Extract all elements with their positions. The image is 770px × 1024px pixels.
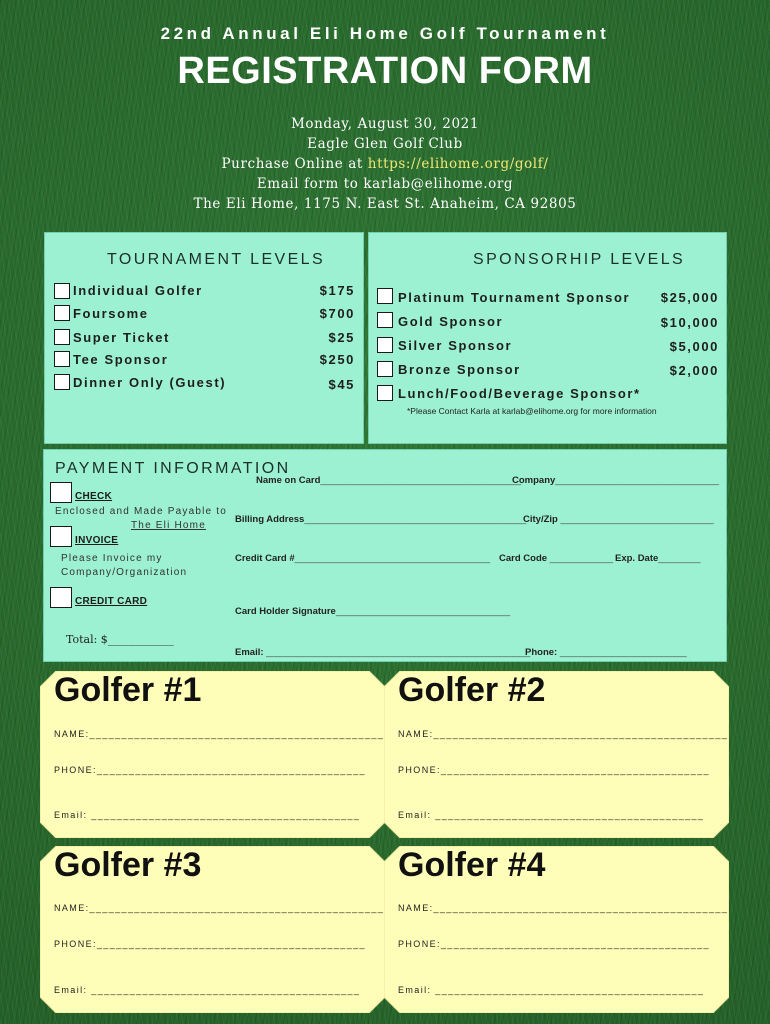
tournament-item-label: Foursome xyxy=(73,306,149,321)
tournament-item-price: $250 xyxy=(319,352,355,367)
city-zip-field[interactable]: City/Zip _____________________________ xyxy=(523,514,714,525)
sponsorship-item-price: $5,000 xyxy=(669,339,719,354)
payment-information-panel xyxy=(43,449,727,662)
credit-card-checkbox[interactable] xyxy=(50,587,72,608)
golfer-phone-field[interactable]: PHONE:__________________________________________ xyxy=(54,765,366,775)
golfer-name-field[interactable]: NAME:______________________________________________ xyxy=(54,729,385,739)
sponsorship-item-price: $2,000 xyxy=(669,363,719,378)
golfer-name-label: NAME: xyxy=(54,903,90,913)
golfer-title: Golfer #1 xyxy=(54,671,202,709)
tournament-item-price: $700 xyxy=(319,306,355,321)
tournament-levels-heading: TOURNAMENT LEVELS xyxy=(107,251,326,268)
invoice-description-2: Company/Organization xyxy=(61,567,188,578)
event-subtitle: 22nd Annual Eli Home Golf Tournament xyxy=(160,24,610,43)
email-line: Email form to karlab@elihome.org xyxy=(256,176,514,192)
credit-card-number-label: Credit Card # xyxy=(235,553,295,564)
golfer-name-field[interactable]: NAME:______________________________________________ xyxy=(54,903,385,913)
event-date: Monday, August 30, 2021 xyxy=(290,116,480,132)
credit-card-number-field[interactable]: Credit Card #_____________________________________ xyxy=(235,553,491,564)
company-field[interactable]: Company_______________________________ xyxy=(512,475,720,486)
golfer-email-field[interactable]: Email: __________________________________________ xyxy=(398,810,705,820)
sponsorship-item-label: Silver Sponsor xyxy=(398,338,513,353)
tournament-item-price: $45 xyxy=(328,377,355,392)
sponsorship-item-label: Lunch/Food/Beverage Sponsor* xyxy=(398,386,641,401)
tournament-levels-panel xyxy=(44,232,364,444)
address-line: The Eli Home, 1175 N. East St. Anaheim, CA 92805 xyxy=(193,196,577,212)
super-ticket-checkbox[interactable] xyxy=(54,329,70,345)
sponsorship-levels-heading: SPONSORHIP LEVELS xyxy=(473,251,686,268)
name-on-card-label: Name on Card xyxy=(256,475,321,486)
golfer-card-1 xyxy=(40,671,385,838)
tournament-item-label: Dinner Only (Guest) xyxy=(73,375,227,390)
golfer-phone-label: PHONE: xyxy=(54,939,97,949)
check-payee: The Eli Home xyxy=(131,520,206,531)
golfer-name-label: NAME: xyxy=(54,729,90,739)
golfer-name-label: NAME: xyxy=(398,729,434,739)
golfer-email-field[interactable]: Email: __________________________________________ xyxy=(54,810,361,820)
sponsorship-levels-panel xyxy=(368,232,727,444)
purchase-link[interactable]: https://elihome.org/golf/ xyxy=(367,156,549,172)
email-field[interactable]: Email: __________________________________________________ xyxy=(235,647,531,658)
golfer-name-field[interactable]: NAME:______________________________________________ xyxy=(398,903,729,913)
gold-sponsor-checkbox[interactable] xyxy=(377,312,393,328)
signature-label: Card Holder Signature xyxy=(235,606,336,617)
sponsorship-item-price: $10,000 xyxy=(660,315,719,330)
exp-date-field[interactable]: Exp. Date________ xyxy=(615,553,701,564)
sponsorship-item-label: Bronze Sponsor xyxy=(398,362,521,377)
tournament-item-price: $25 xyxy=(328,330,355,345)
check-checkbox[interactable] xyxy=(50,482,72,503)
city-zip-label: City/Zip xyxy=(523,514,558,525)
tournament-item-label: Super Ticket xyxy=(73,330,170,345)
name-on-card-field[interactable]: Name on Card______________________________________ xyxy=(256,475,522,486)
golfer-phone-field[interactable]: PHONE:__________________________________________ xyxy=(398,939,710,949)
sponsorship-item-label: Platinum Tournament Sponsor xyxy=(398,290,631,305)
invoice-description-1: Please Invoice my xyxy=(61,553,163,564)
golfer-title: Golfer #4 xyxy=(398,846,546,884)
billing-address-label: Billing Address xyxy=(235,514,305,525)
foursome-checkbox[interactable] xyxy=(54,305,70,321)
invoice-label: INVOICE xyxy=(75,535,119,546)
golfer-title: Golfer #3 xyxy=(54,846,202,884)
golfer-phone-label: PHONE: xyxy=(398,939,441,949)
check-description: Enclosed and Made Payable to xyxy=(55,506,228,517)
tournament-item-label: Tee Sponsor xyxy=(73,352,169,367)
silver-sponsor-checkbox[interactable] xyxy=(377,337,393,353)
platinum-sponsor-checkbox[interactable] xyxy=(377,288,393,304)
golfer-title: Golfer #2 xyxy=(398,671,546,709)
sponsorship-item-label: Gold Sponsor xyxy=(398,314,504,329)
event-venue: Eagle Glen Golf Club xyxy=(307,136,463,152)
golfer-phone-field[interactable]: PHONE:__________________________________________ xyxy=(398,765,710,775)
individual-golfer-checkbox[interactable] xyxy=(54,283,70,299)
purchase-line xyxy=(0,156,770,172)
golfer-card-3 xyxy=(40,846,385,1013)
golfer-email-label: Email: xyxy=(54,810,88,820)
payment-heading: PAYMENT INFORMATION xyxy=(55,460,291,477)
credit-card-label: CREDIT CARD xyxy=(75,596,148,607)
card-code-label: Card Code xyxy=(499,553,548,564)
dinner-only-checkbox[interactable] xyxy=(54,374,70,390)
phone-field[interactable]: Phone: ________________________ xyxy=(525,647,687,658)
email-label: Email: xyxy=(235,647,264,658)
total-field[interactable]: Total: $____________ xyxy=(66,633,174,646)
exp-date-label: Exp. Date xyxy=(615,553,659,564)
tee-sponsor-checkbox[interactable] xyxy=(54,351,70,367)
golfer-email-label: Email: xyxy=(398,810,432,820)
sponsorship-note: *Please Contact Karla at karlab@elihome.org for more information xyxy=(407,406,657,416)
page-title: REGISTRATION FORM xyxy=(177,50,593,92)
golfer-email-label: Email: xyxy=(54,985,88,995)
invoice-checkbox[interactable] xyxy=(50,526,72,547)
card-code-field[interactable]: Card Code ____________ xyxy=(499,553,614,564)
purchase-prefix: Purchase Online at xyxy=(221,156,368,172)
golfer-phone-label: PHONE: xyxy=(398,765,441,775)
golfer-phone-label: PHONE: xyxy=(54,765,97,775)
sponsorship-item-price: $25,000 xyxy=(660,290,719,305)
golfer-name-field[interactable]: NAME:______________________________________________ xyxy=(398,729,729,739)
tournament-item-label: Individual Golfer xyxy=(73,283,203,298)
check-label: CHECK xyxy=(75,491,113,502)
golfer-phone-field[interactable]: PHONE:__________________________________________ xyxy=(54,939,366,949)
golfer-card-4 xyxy=(384,846,729,1013)
tournament-item-price: $175 xyxy=(319,283,355,298)
golfer-card-2 xyxy=(384,671,729,838)
company-label: Company xyxy=(512,475,556,486)
golfer-email-field[interactable]: Email: __________________________________________ xyxy=(54,985,361,995)
billing-address-field[interactable]: Billing Address__________________________________________ xyxy=(235,514,527,525)
golfer-email-label: Email: xyxy=(398,985,432,995)
golfer-email-field[interactable]: Email: __________________________________________ xyxy=(398,985,705,995)
golfer-name-label: NAME: xyxy=(398,903,434,913)
lunch-sponsor-checkbox[interactable] xyxy=(377,385,393,401)
signature-field[interactable]: Card Holder Signature_________________________________ xyxy=(235,606,511,617)
phone-label: Phone: xyxy=(525,647,558,658)
bronze-sponsor-checkbox[interactable] xyxy=(377,361,393,377)
